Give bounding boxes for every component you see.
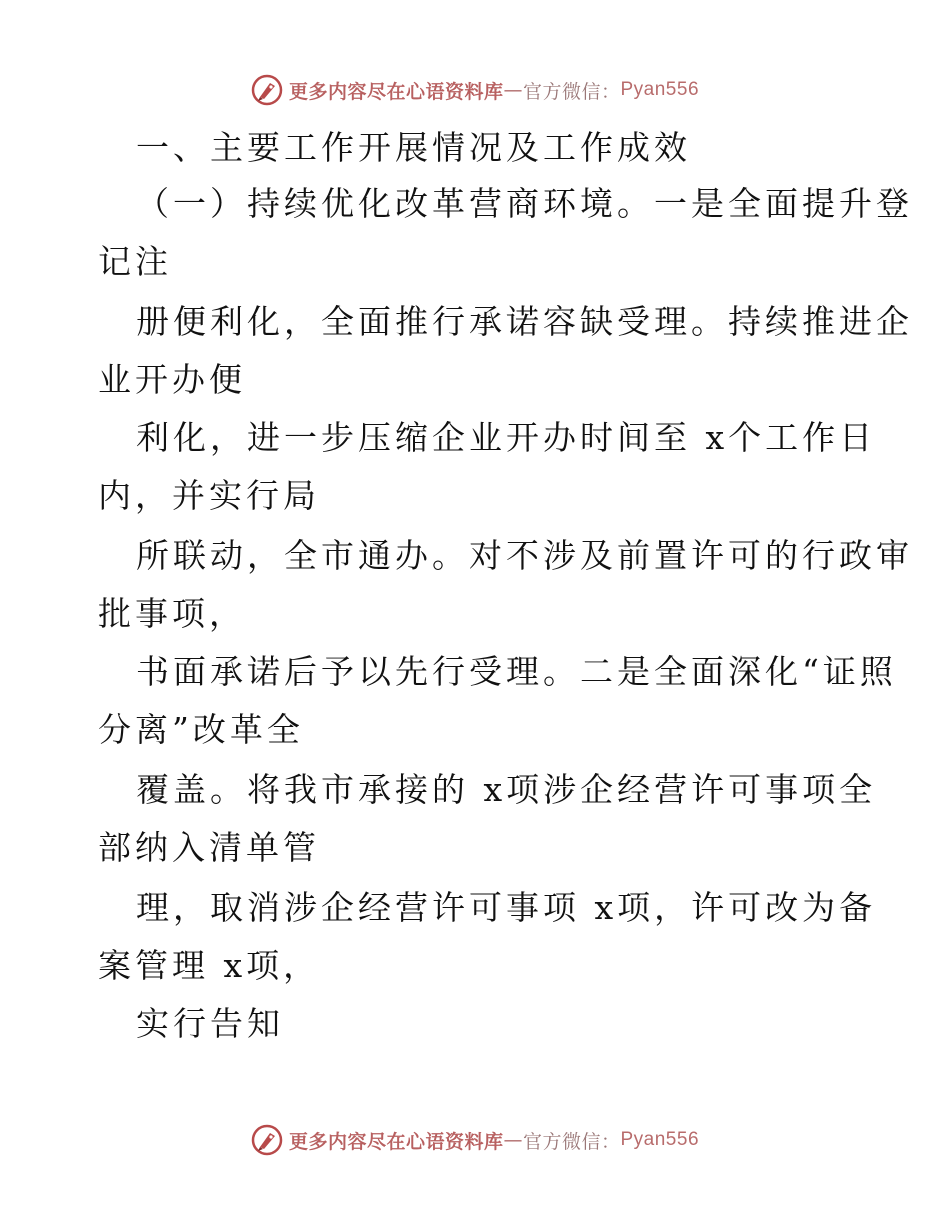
watermark-label: 官方微信：	[522, 80, 621, 103]
document-line: 业开办便	[98, 360, 246, 399]
pen-nib-logo-icon	[251, 74, 283, 106]
document-line: 册便利化，全面推行承诺容缺受理。持续推进企	[136, 302, 913, 341]
document-line: 所联动，全市通办。对不涉及前置许可的行政审	[136, 536, 913, 575]
document-line: 批事项，	[98, 594, 246, 633]
watermark-site-text: 更多内容尽在心语资料库	[288, 80, 504, 103]
watermark-dash: —	[503, 79, 523, 101]
document-line: 书面承诺后予以先行受理。二是全面深化“证照	[136, 652, 897, 691]
watermark-dash: —	[503, 1129, 523, 1151]
watermark-site-text: 更多内容尽在心语资料库	[288, 1130, 504, 1153]
watermark-id: Pyan556	[620, 1129, 700, 1150]
document-line: 理，取消涉企经营许可事项 x项，许可改为备	[136, 888, 877, 927]
document-line: 实行告知	[136, 1004, 284, 1043]
document-line: 记注	[98, 242, 172, 281]
watermark-id: Pyan556	[620, 79, 700, 100]
pen-nib-logo-icon	[251, 1124, 283, 1156]
document-line: 内，并实行局	[98, 476, 320, 515]
document-line: 利化，进一步压缩企业开办时间至 x个工作日	[136, 418, 877, 457]
document-line: 一、主要工作开展情况及工作成效	[136, 128, 691, 167]
header-watermark	[0, 70, 950, 110]
document-line: 部纳入清单管	[98, 828, 320, 867]
footer-watermark	[0, 1120, 950, 1160]
document-line: 分离”改革全	[98, 710, 304, 749]
document-line: （一）持续优化改革营商环境。一是全面提升登	[136, 184, 913, 223]
watermark-label: 官方微信：	[522, 1130, 621, 1153]
document-line: 案管理 x项，	[98, 946, 321, 985]
document-line: 覆盖。将我市承接的 x项涉企经营许可事项全	[136, 770, 877, 809]
